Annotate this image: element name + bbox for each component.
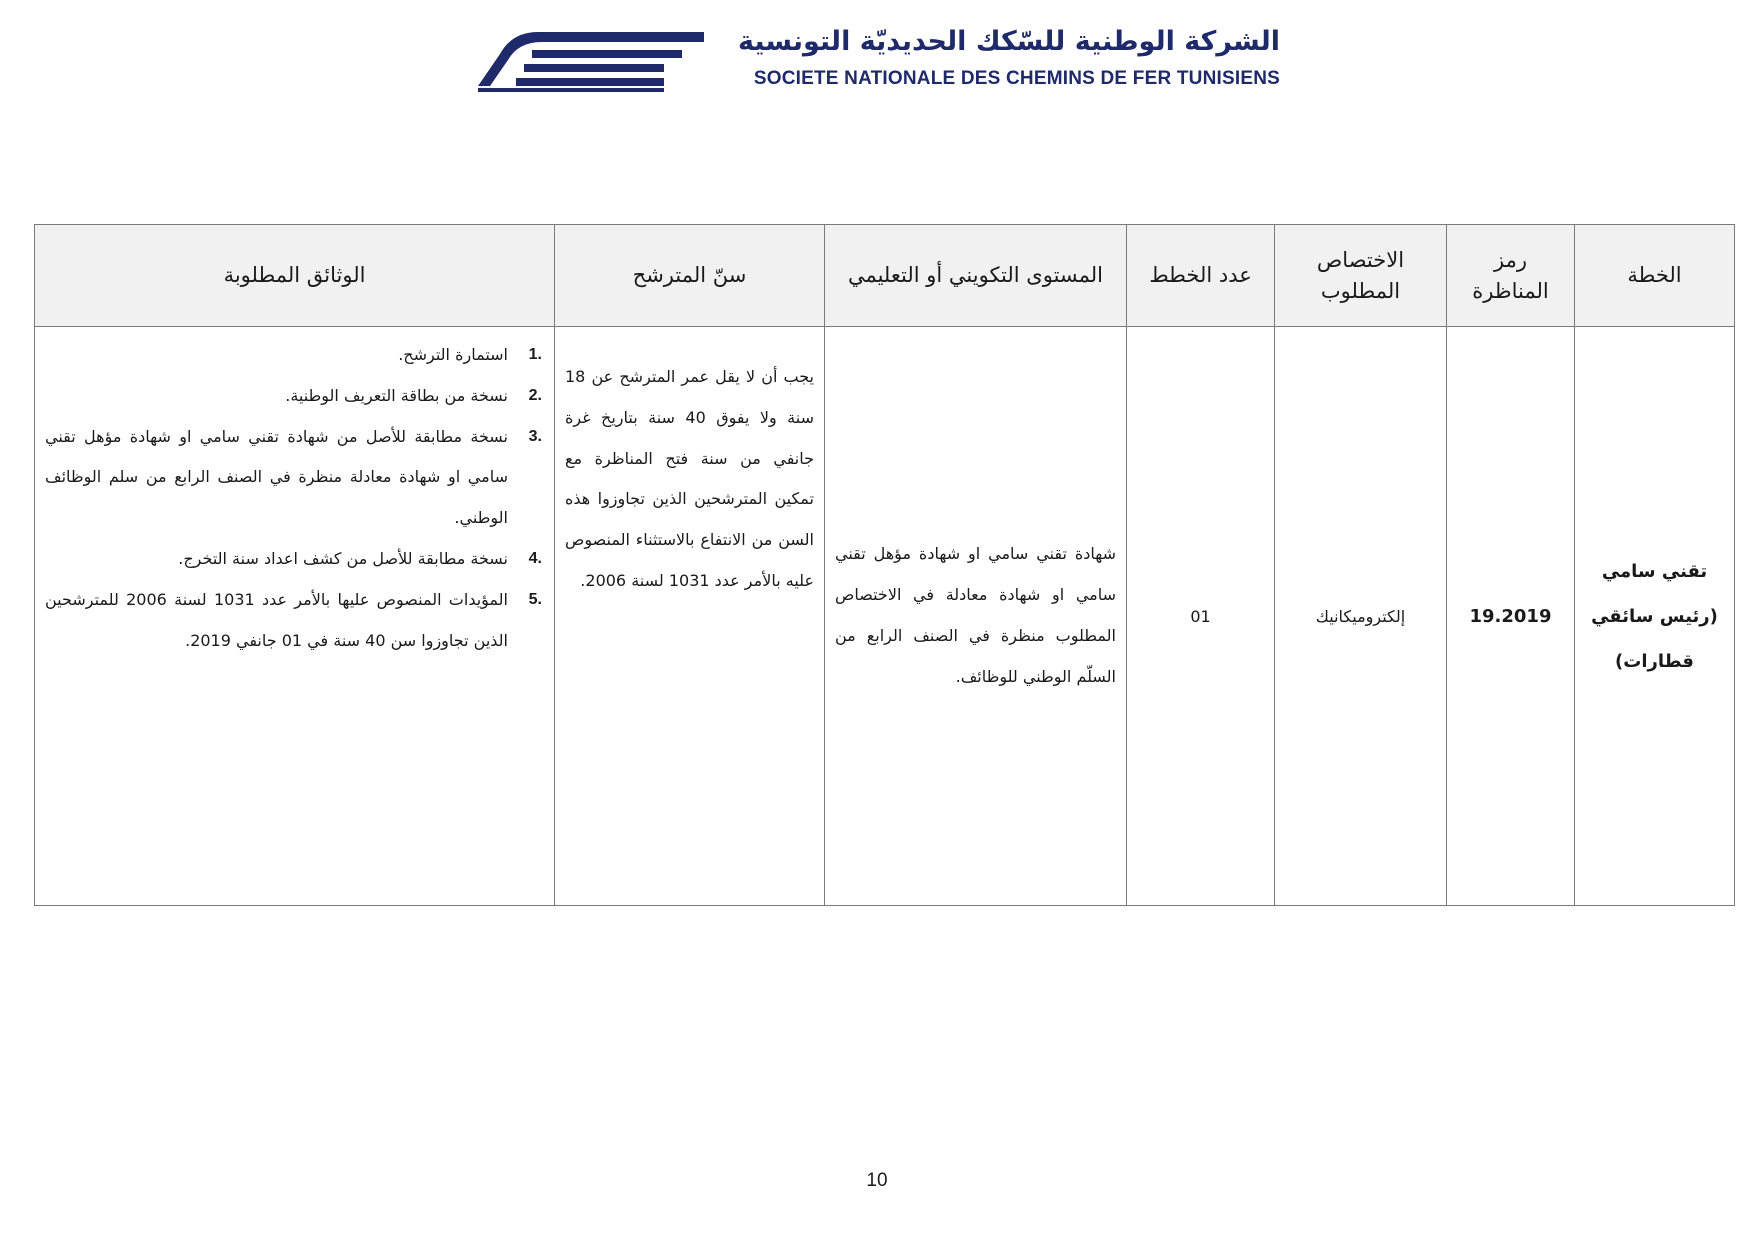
cell-plan: تقني سامي (رئيس سائقي قطارات) — [1575, 327, 1735, 906]
list-item-text: نسخة مطابقة للأصل من كشف اعداد سنة التخرج. — [178, 548, 508, 568]
documents-list — [45, 335, 542, 661]
list-item — [45, 335, 542, 376]
cell-docs — [35, 327, 555, 906]
page-number: 10 — [866, 1170, 888, 1191]
list-item-text: استمارة الترشح. — [398, 345, 508, 364]
header-docs: الوثائق المطلوبة — [35, 225, 555, 327]
cell-code: 19.2019 — [1447, 327, 1575, 906]
list-item-text: المؤيدات المنصوص عليها بالأمر عدد 1031 لسنة 2006 للمترشحين الذين تجاوزوا سن 40 سنة في 01 جانفي 2019. — [45, 589, 508, 650]
list-item-text: نسخة من بطاقة التعريف الوطنية. — [285, 385, 508, 405]
list-item — [45, 376, 542, 417]
list-item-number: 2. — [528, 386, 542, 404]
header-code: رمز المناظرة — [1447, 225, 1575, 327]
header — [478, 26, 1298, 98]
cell-specialty: إلكتروميكانيك — [1275, 327, 1447, 906]
list-item-number: 4. — [528, 549, 542, 567]
list-item-number: 5. — [528, 590, 542, 608]
table-header-row — [35, 225, 1735, 327]
cell-age: يجب أن لا يقل عمر المترشح عن 18 سنة ولا يفوق 40 سنة بتاريخ غرة جانفي من سنة فتح المناظرة مع تمكين المترشحين الذين تجاوزوا هذه السن من الانتفاع بالاستثناء المنصوص عليه بالأمر عدد 1031 لسنة 2006. — [555, 327, 825, 906]
header-age: سنّ المترشح — [555, 225, 825, 327]
sncft-logo-icon — [478, 30, 704, 96]
list-item-text: نسخة مطابقة للأصل من شهادة تقني سامي او شهادة مؤهل تقني سامي او شهادة معادلة منظرة في الصنف الرابع من سلم الوظائف الوطني. — [45, 426, 508, 528]
list-item — [45, 539, 542, 580]
company-name-arabic: الشركة الوطنية للسّكك الحديديّة التونسية — [737, 26, 1280, 57]
header-level: المستوى التكويني أو التعليمي — [825, 225, 1127, 327]
list-item-number: 3. — [528, 427, 542, 445]
cell-count: 01 — [1127, 327, 1275, 906]
header-plan: الخطة — [1575, 225, 1735, 327]
list-item-number: 1. — [528, 346, 542, 363]
header-specialty: الاختصاص المطلوب — [1275, 225, 1447, 327]
table-row — [35, 327, 1735, 906]
cell-level: شهادة تقني سامي او شهادة مؤهل تقني سامي او شهادة معادلة في الاختصاص المطلوب منظرة في الصنف الرابع من السلّم الوطني للوظائف. — [825, 327, 1127, 906]
list-item — [45, 417, 542, 539]
positions-table — [34, 224, 1734, 906]
header-count: عدد الخطط — [1127, 225, 1275, 327]
company-name-french: SOCIETE NATIONALE DES CHEMINS DE FER TUNISIENS — [753, 68, 1280, 89]
list-item — [45, 580, 542, 662]
